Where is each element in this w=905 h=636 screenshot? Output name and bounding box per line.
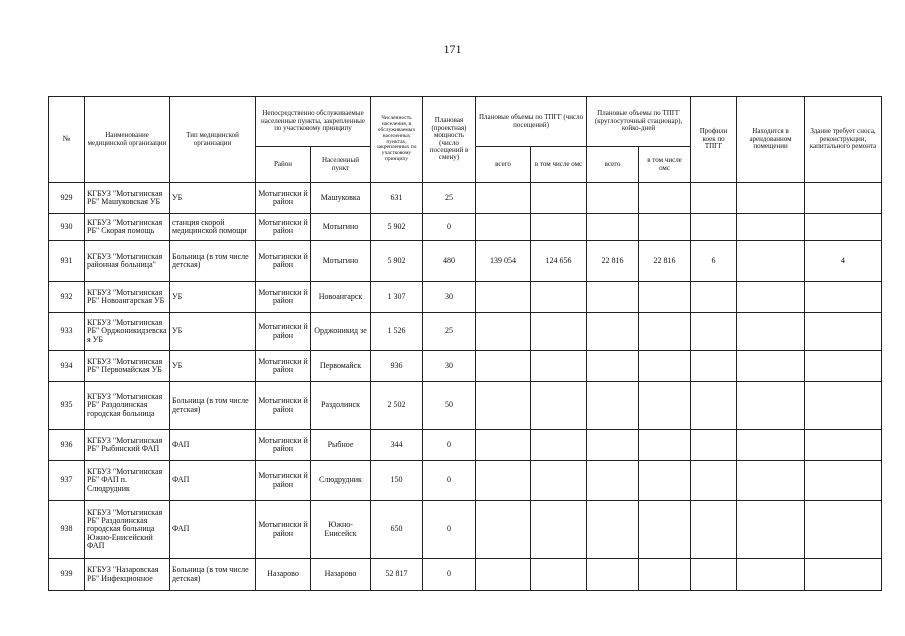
cell-capacity: 0 [423,461,476,501]
cell-visits-total [476,430,531,461]
cell-population: 1 526 [371,313,423,351]
cell-org-type: УБ [170,183,256,214]
table-row [49,461,882,501]
cell-bed-profiles: 6 [691,241,737,282]
cell-settlement: Мотыгино [311,241,371,282]
cell-district: Мотыгински й район [256,351,311,382]
cell-visits-total: 139 054 [476,241,531,282]
cell-visits-total [476,559,531,591]
cell-visits-oms [531,183,587,214]
cell-building-repair [805,313,882,351]
cell-population: 650 [371,501,423,559]
cell-population: 150 [371,461,423,501]
cell-row-number: 931 [49,241,85,282]
cell-population: 5 902 [371,241,423,282]
cell-beds-total [587,351,639,382]
cell-org-name: КГБУЗ "Мотыгинская РБ" Орджоникидзевска я УБ [85,313,170,351]
cell-org-type: станция скорой медицинской помощи [170,214,256,241]
cell-row-number: 929 [49,183,85,214]
cell-population: 344 [371,430,423,461]
cell-building-repair [805,559,882,591]
table-row [49,351,882,382]
header-row-top [49,97,882,147]
cell-population: 2 502 [371,382,423,430]
cell-population: 936 [371,351,423,382]
cell-beds-oms: 22 816 [639,241,691,282]
cell-row-number: 939 [49,559,85,591]
cell-bed-profiles [691,351,737,382]
cell-population: 1 307 [371,282,423,313]
cell-capacity: 0 [423,214,476,241]
col-header-beds-oms: в том числе омс [639,147,691,183]
cell-building-repair [805,214,882,241]
cell-capacity: 0 [423,430,476,461]
cell-beds-total [587,559,639,591]
cell-visits-total [476,501,531,559]
cell-visits-oms: 124 656 [531,241,587,282]
cell-district: Мотыгински й район [256,282,311,313]
table-row [49,313,882,351]
cell-settlement: Мотыгино [311,214,371,241]
cell-visits-oms [531,461,587,501]
cell-visits-total [476,183,531,214]
col-header-settlement: Населенный пункт [311,147,371,183]
cell-beds-total [587,430,639,461]
cell-beds-oms [639,430,691,461]
cell-building-repair [805,501,882,559]
cell-building-repair [805,351,882,382]
cell-district: Назарово [256,559,311,591]
cell-visits-total [476,351,531,382]
cell-row-number: 930 [49,214,85,241]
cell-row-number: 938 [49,501,85,559]
cell-beds-total [587,183,639,214]
col-header-rented: Находится в арендованном помещении [737,97,805,183]
cell-visits-oms [531,351,587,382]
cell-beds-oms [639,183,691,214]
cell-beds-oms [639,382,691,430]
col-header-ttg-visits: Плановые объемы по ТПГГ (число посещений) [476,97,587,147]
cell-capacity: 0 [423,501,476,559]
cell-settlement: Орджоникид зе [311,313,371,351]
cell-org-name: КГБУЗ "Мотыгинская РБ" Машуковская УБ [85,183,170,214]
cell-row-number: 933 [49,313,85,351]
cell-visits-oms [531,313,587,351]
cell-visits-total [476,282,531,313]
cell-org-type: ФАП [170,501,256,559]
cell-visits-oms [531,501,587,559]
cell-rented [737,183,805,214]
cell-org-type: УБ [170,282,256,313]
cell-building-repair [805,183,882,214]
cell-capacity: 30 [423,351,476,382]
col-header-visits-oms: в том числе омс [531,147,587,183]
cell-org-name: КГБУЗ "Мотыгинская РБ" Раздолинская городская больница Южно-Енисейский ФАП [85,501,170,559]
cell-bed-profiles [691,501,737,559]
cell-org-name: КГБУЗ "Мотыгинская РБ" Раздолинская городская больница [85,382,170,430]
col-header-attached-settlements: Непосредственно обслуживаемые населенные пункты, закрепленные по участковому принципу [256,97,371,147]
cell-district: Мотыгински й район [256,501,311,559]
cell-population: 631 [371,183,423,214]
cell-org-name: КГБУЗ "Мотыгинская РБ" ФАП п. Слюдрудник [85,461,170,501]
cell-beds-total [587,461,639,501]
cell-population: 52 817 [371,559,423,591]
table-row [49,282,882,313]
cell-visits-total [476,461,531,501]
cell-capacity: 480 [423,241,476,282]
cell-org-type: Больница (в том числе детская) [170,559,256,591]
cell-rented [737,351,805,382]
cell-bed-profiles [691,430,737,461]
col-header-ttg-beds: Плановые объемы по ТПГГ (круглосуточный стационар), койко-дней [587,97,691,147]
col-header-org-type: Тип медицинской организации [170,97,256,183]
cell-org-name: КГБУЗ "Мотыгинская РБ" Новоангарская УБ [85,282,170,313]
cell-bed-profiles [691,282,737,313]
cell-beds-total: 22 816 [587,241,639,282]
cell-bed-profiles [691,313,737,351]
cell-visits-oms [531,559,587,591]
col-header-number: № [49,97,85,183]
cell-district: Мотыгински й район [256,183,311,214]
cell-bed-profiles [691,559,737,591]
cell-org-type: УБ [170,313,256,351]
cell-visits-oms [531,282,587,313]
page-number: 171 [443,42,462,56]
col-header-population: Численность населения, в обслуживаемых населенных пунктах, закрепленных по участковому принципу [371,97,423,183]
cell-org-type: УБ [170,351,256,382]
cell-settlement: Рыбное [311,430,371,461]
cell-bed-profiles [691,183,737,214]
cell-visits-oms [531,382,587,430]
cell-capacity: 25 [423,313,476,351]
cell-visits-total [476,382,531,430]
cell-rented [737,214,805,241]
cell-building-repair [805,282,882,313]
cell-rented [737,501,805,559]
col-header-capacity: Плановая (проектная) мощность (число посещений в смену) [423,97,476,183]
cell-row-number: 932 [49,282,85,313]
cell-settlement: Раздолинск [311,382,371,430]
cell-bed-profiles [691,214,737,241]
cell-capacity: 25 [423,183,476,214]
cell-rented [737,461,805,501]
table-row [49,183,882,214]
cell-row-number: 937 [49,461,85,501]
cell-building-repair [805,430,882,461]
col-header-building-repair: Здание требует сноса, реконструкции, капитального ремонта [805,97,882,183]
cell-rented [737,382,805,430]
cell-building-repair [805,382,882,430]
cell-rented [737,430,805,461]
cell-settlement: Слюдрудник [311,461,371,501]
cell-org-name: КГБУЗ "Мотыгинская РБ" Рыбинский ФАП [85,430,170,461]
cell-settlement: Назарово [311,559,371,591]
col-header-district: Район [256,147,311,183]
cell-org-type: ФАП [170,461,256,501]
cell-beds-total [587,382,639,430]
cell-org-name: КГБУЗ "Мотыгинская районная больница" [85,241,170,282]
table-row [49,382,882,430]
cell-row-number: 934 [49,351,85,382]
cell-settlement: Южно-Енисейск [311,501,371,559]
cell-settlement: Новоангарск [311,282,371,313]
cell-beds-oms [639,214,691,241]
col-header-org-name: Наименование медицинской организации [85,97,170,183]
cell-district: Мотыгински й район [256,430,311,461]
cell-rented [737,313,805,351]
cell-row-number: 936 [49,430,85,461]
table-row [49,241,882,282]
cell-rented [737,559,805,591]
cell-capacity: 50 [423,382,476,430]
cell-district: Мотыгински й район [256,382,311,430]
cell-visits-oms [531,430,587,461]
cell-bed-profiles [691,461,737,501]
cell-beds-total [587,214,639,241]
col-header-bed-profiles: Профили коек по ТПГГ [691,97,737,183]
cell-visits-oms [531,214,587,241]
cell-visits-total [476,214,531,241]
cell-district: Мотыгински й район [256,461,311,501]
cell-settlement: Первомайск [311,351,371,382]
cell-beds-oms [639,282,691,313]
cell-rented [737,241,805,282]
cell-building-repair [805,461,882,501]
table-row [49,430,882,461]
cell-org-type: ФАП [170,430,256,461]
table-row [49,501,882,559]
cell-district: Мотыгински й район [256,214,311,241]
cell-beds-total [587,501,639,559]
table-body [49,183,882,591]
cell-beds-oms [639,461,691,501]
cell-beds-oms [639,351,691,382]
cell-capacity: 0 [423,559,476,591]
cell-org-type: Больница (в том числе детская) [170,241,256,282]
cell-visits-total [476,313,531,351]
cell-row-number: 935 [49,382,85,430]
col-header-beds-total: всего [587,147,639,183]
cell-population: 5 902 [371,214,423,241]
cell-org-name: КГБУЗ "Мотыгинская РБ" Скорая помощь [85,214,170,241]
cell-org-type: Больница (в том числе детская) [170,382,256,430]
cell-beds-oms [639,501,691,559]
col-header-visits-total: всего [476,147,531,183]
cell-beds-oms [639,559,691,591]
cell-beds-oms [639,313,691,351]
medical-organizations-table [48,96,882,591]
cell-district: Мотыгински й район [256,313,311,351]
cell-beds-total [587,282,639,313]
cell-beds-total [587,313,639,351]
cell-settlement: Машуковка [311,183,371,214]
cell-building-repair: 4 [805,241,882,282]
table-row [49,559,882,591]
table-row [49,214,882,241]
cell-district: Мотыгински й район [256,241,311,282]
cell-bed-profiles [691,382,737,430]
cell-rented [737,282,805,313]
cell-capacity: 30 [423,282,476,313]
cell-org-name: КГБУЗ "Мотыгинская РБ" Первомайская УБ [85,351,170,382]
cell-org-name: КГБУЗ "Назаровская РБ" Инфекционное [85,559,170,591]
